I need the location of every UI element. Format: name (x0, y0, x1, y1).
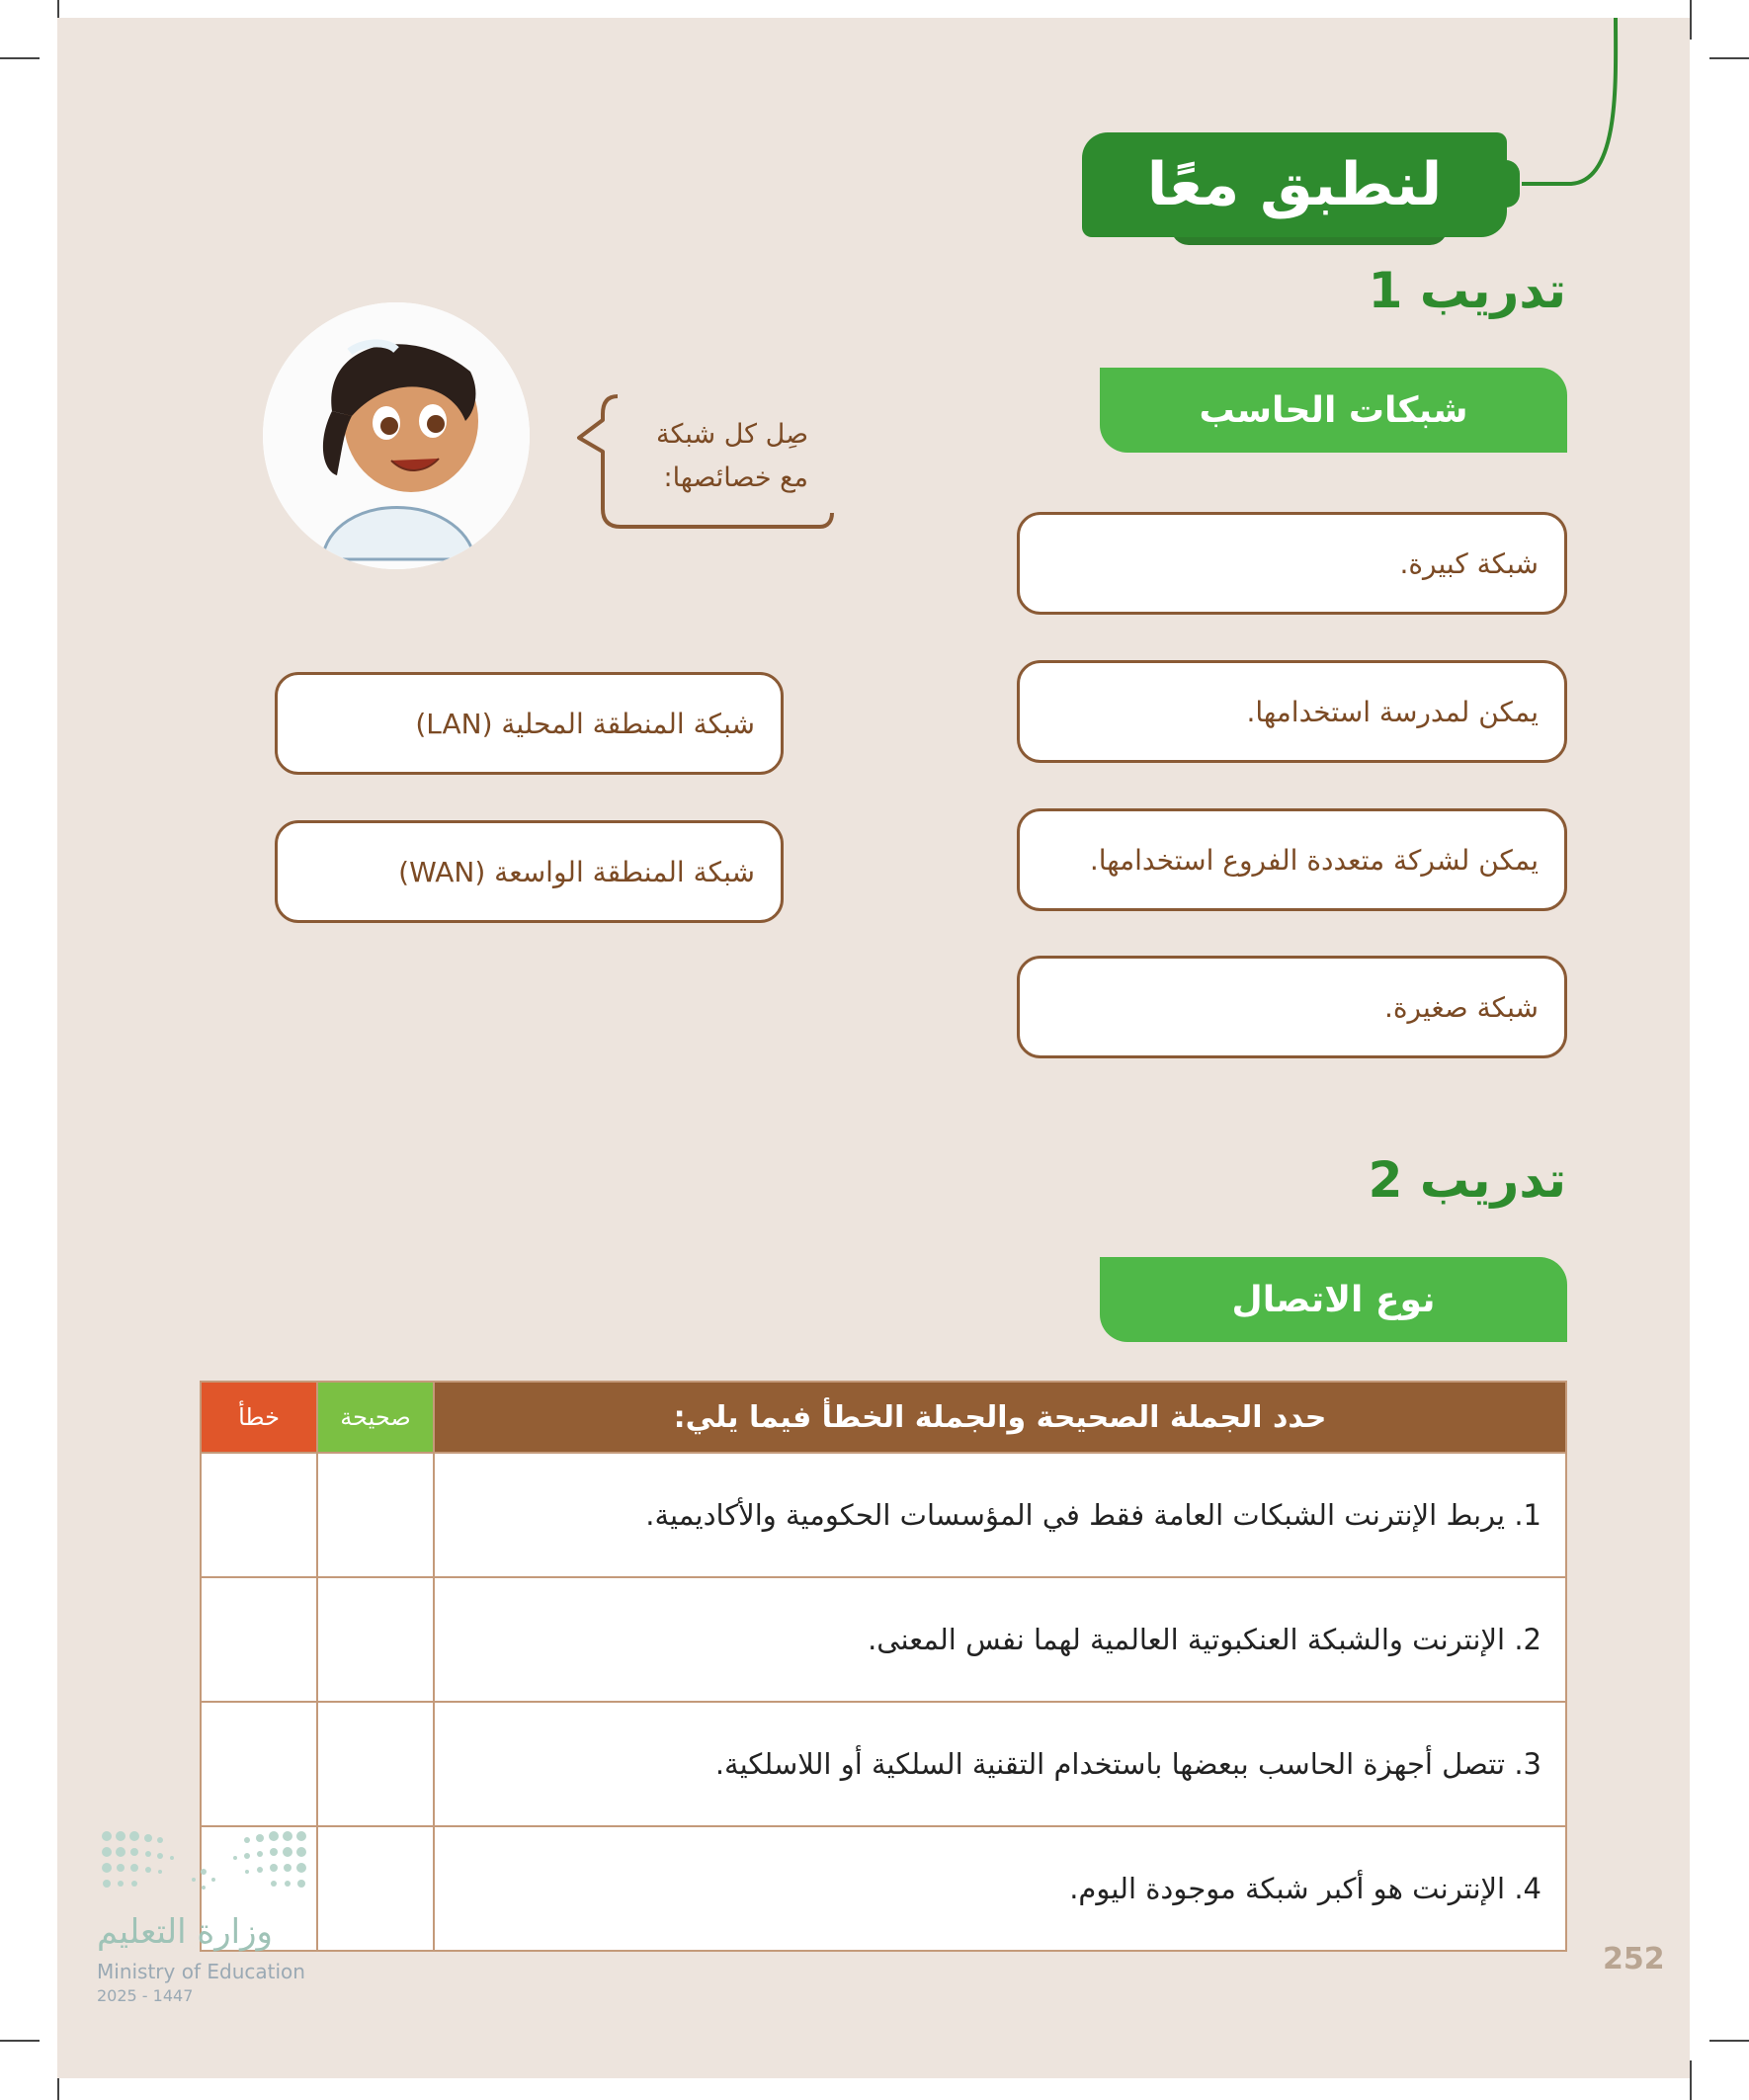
student-avatar-image (263, 302, 530, 569)
page-title: لنطبق معًا (1082, 132, 1507, 237)
crop-mark (1709, 2040, 1749, 2042)
true-answer-cell[interactable] (317, 1702, 434, 1826)
true-answer-cell[interactable] (317, 1453, 434, 1577)
network-text: شبكة المنطقة المحلية (LAN) (415, 707, 755, 740)
student-avatar (263, 302, 530, 569)
page-number: 252 (1603, 1942, 1665, 1976)
table-row (201, 1702, 1566, 1826)
network-box[interactable] (275, 672, 784, 775)
exercise-2-tab: نوع الاتصال (1100, 1257, 1567, 1342)
crop-mark (0, 57, 40, 59)
false-answer-cell[interactable] (201, 1453, 317, 1577)
ministry-name-ar: وزارة التعليم (97, 1912, 273, 1952)
cord-decoration (1512, 18, 1630, 196)
false-answer-cell[interactable] (201, 1702, 317, 1826)
exercise-2-heading: تدريب 2 (1368, 1151, 1566, 1209)
crop-mark (1690, 2060, 1692, 2100)
crop-mark (0, 2040, 40, 2042)
characteristic-text: شبكة صغيرة. (1383, 990, 1539, 1024)
ministry-name-en: Ministry of Education (97, 1960, 305, 1983)
characteristic-box[interactable] (1017, 956, 1567, 1058)
characteristic-text: يمكن لمدرسة استخدامها. (1246, 695, 1539, 728)
characteristic-box[interactable] (1017, 512, 1567, 615)
statement-cell: 3. تتصل أجهزة الحاسب ببعضها باستخدام التقنية السلكية أو اللاسلكية. (434, 1702, 1566, 1826)
table-row (201, 1577, 1566, 1702)
table-row (201, 1453, 1566, 1577)
ministry-year: 2025 - 1447 (97, 1986, 194, 2005)
question-header: حدد الجملة الصحيحة والجملة الخطأ فيما يلي: (434, 1382, 1566, 1453)
statement-cell: 1. يربط الإنترنت الشبكات العامة فقط في المؤسسات الحكومية والأكاديمية. (434, 1453, 1566, 1577)
ministry-logo-icon (99, 1828, 311, 1907)
true-false-table (200, 1381, 1567, 1952)
true-answer-cell[interactable] (317, 1826, 434, 1951)
true-answer-cell[interactable] (317, 1577, 434, 1702)
true-column-header: صحيحة (317, 1382, 434, 1453)
crop-mark (1690, 0, 1692, 40)
false-answer-cell[interactable] (201, 1577, 317, 1702)
network-box[interactable] (275, 820, 784, 923)
exercise-1-heading: تدريب 1 (1368, 262, 1566, 319)
exercise-1-tab: شبكات الحاسب (1100, 368, 1567, 453)
false-column-header: خطأ (201, 1382, 317, 1453)
crop-mark (1709, 57, 1749, 59)
table-row (201, 1826, 1566, 1951)
instruction-line-2: مع خصائصها: (663, 462, 808, 493)
table-header-row (201, 1382, 1566, 1453)
instruction-line-1: صِل كل شبكة (656, 419, 808, 450)
statement-cell: 4. الإنترنت هو أكبر شبكة موجودة اليوم. (434, 1826, 1566, 1951)
characteristic-box[interactable] (1017, 660, 1567, 763)
statement-cell: 2. الإنترنت والشبكة العنكبوتية العالمية لهما نفس المعنى. (434, 1577, 1566, 1702)
characteristic-box[interactable] (1017, 808, 1567, 911)
characteristic-text: يمكن لشركة متعددة الفروع استخدامها. (1089, 843, 1539, 877)
instruction-text (630, 413, 808, 500)
network-text: شبكة المنطقة الواسعة (WAN) (398, 855, 755, 888)
characteristic-text: شبكة كبيرة. (1399, 546, 1539, 580)
